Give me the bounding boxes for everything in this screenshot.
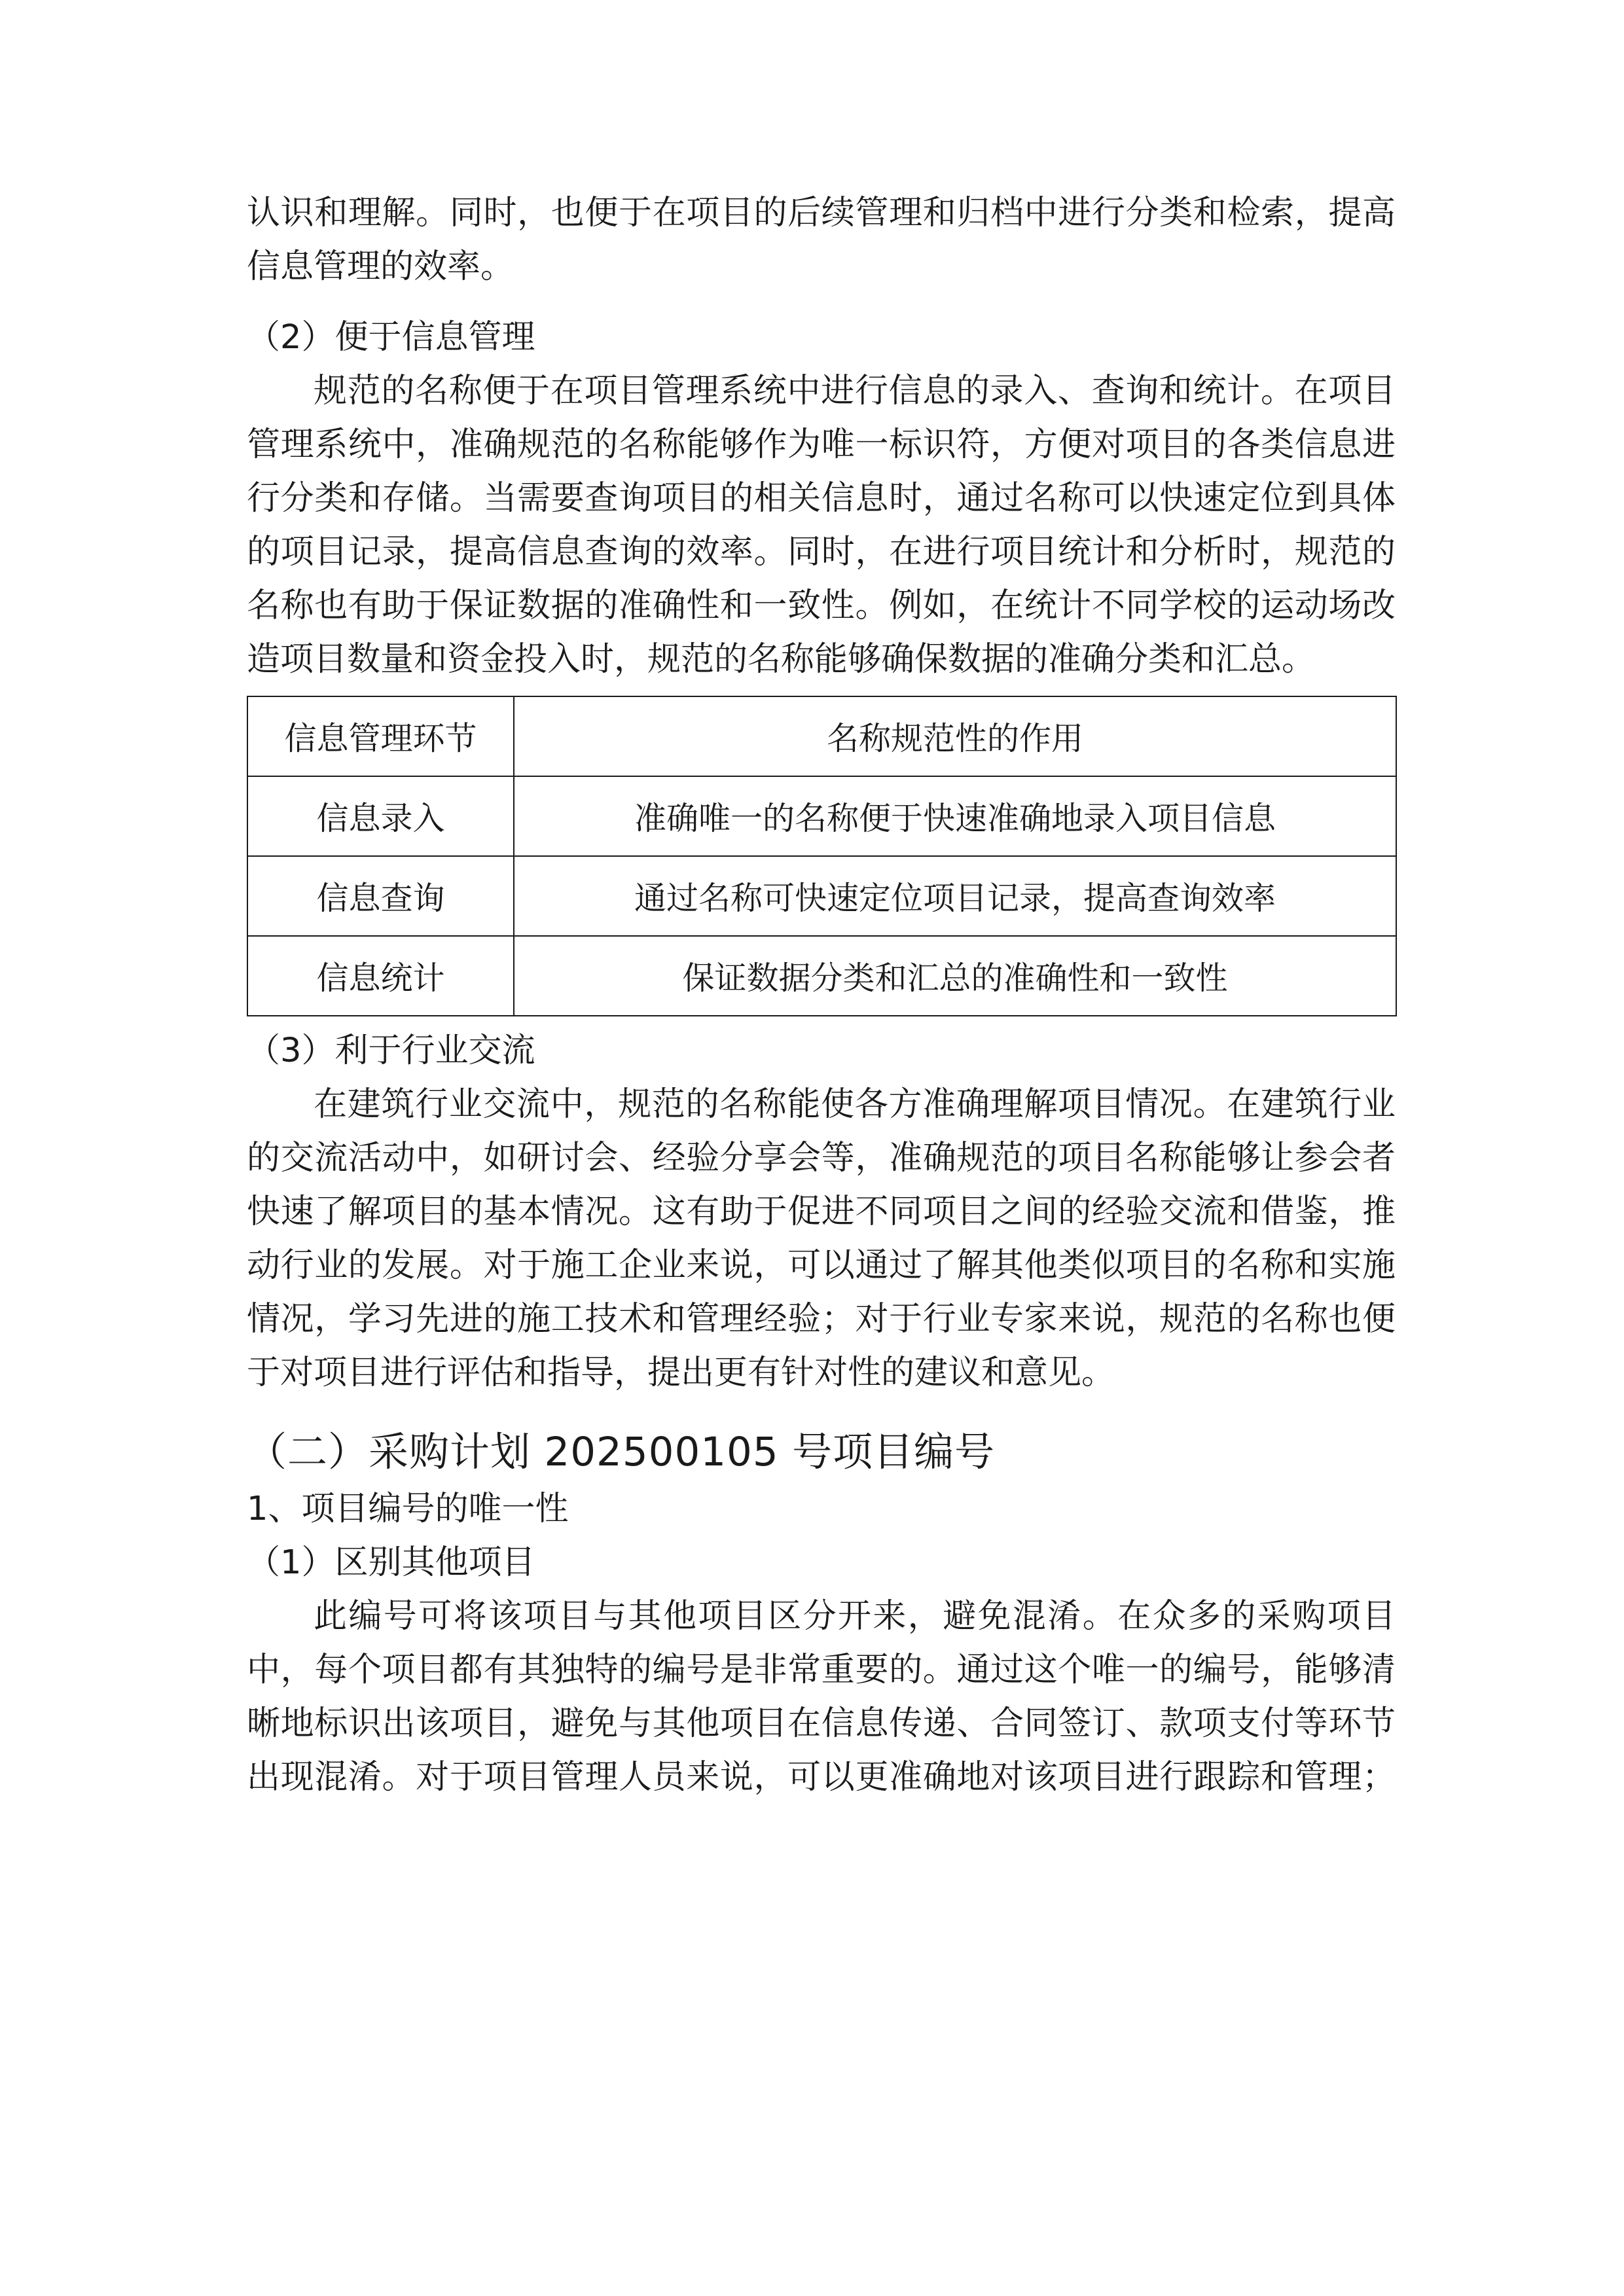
text-line: 行分类和存储。当需要查询项目的相关信息时，通过名称可以快速定位到具体 xyxy=(247,479,1396,518)
industry-paragraph xyxy=(247,1078,1396,1400)
table-cell: 信息录入 xyxy=(247,776,514,856)
table-cell: 准确唯一的名称便于快速准确地录入项目信息 xyxy=(514,776,1396,856)
document-page xyxy=(247,187,1396,1804)
text-line: 快速了解项目的基本情况。这有助于促进不同项目之间的经验交流和借鉴，推 xyxy=(247,1193,1396,1231)
distinguish-paragraph xyxy=(247,1590,1396,1804)
text-line: 此编号可将该项目与其他项目区分开来，避免混淆。在众多的采购项目 xyxy=(314,1597,1396,1636)
table-cell: 通过名称可快速定位项目记录，提高查询效率 xyxy=(514,856,1396,936)
text-line: 名称也有助于保证数据的准确性和一致性。例如，在统计不同学校的运动场改 xyxy=(247,586,1396,625)
text-line: 于对项目进行评估和指导，提出更有针对性的建议和意见。 xyxy=(247,1354,1115,1392)
table-cell: 信息查询 xyxy=(247,856,514,936)
text-line: 管理系统中，准确规范的名称能够作为唯一标识符，方便对项目的各类信息进 xyxy=(247,425,1396,464)
table-row xyxy=(247,776,1396,856)
text-line: 认识和理解。同时，也便于在项目的后续管理和归档中进行分类和检索，提高 xyxy=(247,194,1396,232)
text-line: 在建筑行业交流中，规范的名称能使各方准确理解项目情况。在建筑行业 xyxy=(314,1085,1396,1124)
text-line: 情况，学习先进的施工技术和管理经验；对于行业专家来说，规范的名称也便 xyxy=(247,1300,1396,1338)
intro-paragraph xyxy=(247,187,1396,294)
table-cell: 保证数据分类和汇总的准确性和一致性 xyxy=(514,936,1396,1016)
info-mgmt-paragraph xyxy=(247,365,1396,687)
text-line: 动行业的发展。对于施工企业来说，可以通过了解其他类似项目的名称和实施 xyxy=(247,1246,1396,1285)
industry-heading: （3）利于行业交流 xyxy=(247,1031,535,1070)
table-cell: 信息统计 xyxy=(247,936,514,1016)
table-header-cell: 名称规范性的作用 xyxy=(514,696,1396,776)
text-line: 规范的名称便于在项目管理系统中进行信息的录入、查询和统计。在项目 xyxy=(314,372,1396,410)
text-line: 出现混淆。对于项目管理人员来说，可以更准确地对该项目进行跟踪和管理； xyxy=(247,1758,1396,1797)
info-mgmt-heading: （2）便于信息管理 xyxy=(247,318,535,357)
text-line: 造项目数量和资金投入时，规范的名称能够确保数据的准确分类和汇总。 xyxy=(247,640,1316,679)
table-header-cell: 信息管理环节 xyxy=(247,696,514,776)
text-line: 晰地标识出该项目，避免与其他项目在信息传递、合同签订、款项支付等环节 xyxy=(247,1704,1396,1743)
text-line: 中，每个项目都有其独特的编号是非常重要的。通过这个唯一的编号，能够清 xyxy=(247,1651,1396,1689)
table-row xyxy=(247,856,1396,936)
table-header-row xyxy=(247,696,1396,776)
section-subtitle: 1、项目编号的唯一性 xyxy=(247,1490,569,1528)
text-line: 的交流活动中，如研讨会、经验分享会等，准确规范的项目名称能够让参会者 xyxy=(247,1139,1396,1177)
info-management-table xyxy=(247,696,1397,1016)
text-line: 信息管理的效率。 xyxy=(247,247,514,286)
section-title: （二）采购计划 202500105 号项目编号 xyxy=(247,1429,996,1475)
distinguish-heading: （1）区别其他项目 xyxy=(247,1543,535,1582)
text-line: 的项目记录，提高信息查询的效率。同时，在进行项目统计和分析时，规范的 xyxy=(247,533,1396,571)
table-row xyxy=(247,936,1396,1016)
